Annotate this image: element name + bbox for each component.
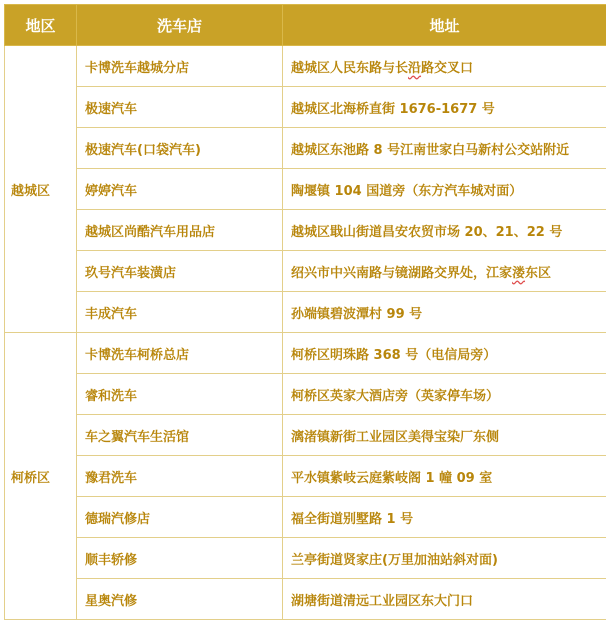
address-text: 越城区戢山街道昌安农贸市场 20、21、22 号 bbox=[291, 225, 562, 240]
table-row bbox=[5, 292, 606, 333]
address-text: 越城区人民东路与长 bbox=[291, 61, 408, 76]
address-text: 福全街道别墅路 1 号 bbox=[291, 512, 413, 527]
shop-cell: 极速汽车(口袋汽车) bbox=[77, 128, 283, 169]
shop-cell: 极速汽车 bbox=[77, 87, 283, 128]
shop-cell: 车之翼汽车生活馆 bbox=[77, 415, 283, 456]
address-text: 平水镇紫岐云庭紫岐阁 1 幢 09 室 bbox=[291, 471, 492, 486]
table-row bbox=[5, 456, 606, 497]
address-cell bbox=[283, 579, 606, 620]
table-row bbox=[5, 415, 606, 456]
table-row bbox=[5, 210, 606, 251]
shop-cell: 星奥汽修 bbox=[77, 579, 283, 620]
address-text-rest: 路交叉口 bbox=[421, 61, 473, 76]
table-row bbox=[5, 128, 606, 169]
region-cell: 柯桥区 bbox=[5, 333, 77, 620]
address-text: 漓渚镇新街工业园区美得宝染厂东侧 bbox=[291, 430, 499, 445]
shop-cell: 豫君洗车 bbox=[77, 456, 283, 497]
table-row bbox=[5, 374, 606, 415]
table-row bbox=[5, 579, 606, 620]
address-cell bbox=[283, 497, 606, 538]
address-text: 兰亭街道贤家庄(万里加油站斜对面) bbox=[291, 553, 498, 568]
address-cell bbox=[283, 87, 606, 128]
shop-cell: 睿和洗车 bbox=[77, 374, 283, 415]
header-row bbox=[5, 5, 606, 46]
table-row bbox=[5, 333, 606, 374]
header-shop: 洗车店 bbox=[77, 5, 283, 46]
address-cell bbox=[283, 456, 606, 497]
address-cell bbox=[283, 251, 606, 292]
shop-cell: 玖号汽车装潢店 bbox=[77, 251, 283, 292]
address-cell bbox=[283, 128, 606, 169]
address-text: 绍兴市中兴南路与镜湖路交界处，江家 bbox=[291, 266, 512, 281]
address-text: 柯桥区明珠路 368 号（电信局旁） bbox=[291, 348, 496, 363]
address-cell bbox=[283, 374, 606, 415]
shop-cell: 卡博洗车越城分店 bbox=[77, 46, 283, 87]
table-row bbox=[5, 46, 606, 87]
address-cell bbox=[283, 292, 606, 333]
shop-cell: 越城区尚酷汽车用品店 bbox=[77, 210, 283, 251]
address-text: 越城区北海桥直街 1676-1677 号 bbox=[291, 102, 495, 117]
table-row bbox=[5, 251, 606, 292]
address-cell bbox=[283, 46, 606, 87]
address-text: 孙端镇碧波潭村 99 号 bbox=[291, 307, 422, 322]
table-row bbox=[5, 497, 606, 538]
address-cell bbox=[283, 538, 606, 579]
shop-cell: 卡博洗车柯桥总店 bbox=[77, 333, 283, 374]
address-marked-char: 沿 bbox=[408, 61, 421, 76]
shop-cell: 婷婷汽车 bbox=[77, 169, 283, 210]
address-text-rest: 东区 bbox=[525, 266, 551, 281]
table-row bbox=[5, 538, 606, 579]
car-wash-table bbox=[4, 4, 606, 620]
address-text: 越城区东池路 8 号江南世家白马新村公交站附近 bbox=[291, 143, 569, 158]
address-cell bbox=[283, 169, 606, 210]
shop-cell: 德瑞汽修店 bbox=[77, 497, 283, 538]
address-text: 柯桥区英家大酒店旁（英家停车场） bbox=[291, 389, 499, 404]
table-row bbox=[5, 87, 606, 128]
region-cell: 越城区 bbox=[5, 46, 77, 333]
shop-cell: 丰成汽车 bbox=[77, 292, 283, 333]
address-text: 陶堰镇 104 国道旁（东方汽车城对面） bbox=[291, 184, 522, 199]
table-row bbox=[5, 169, 606, 210]
shop-cell: 顺丰轿修 bbox=[77, 538, 283, 579]
header-region: 地区 bbox=[5, 5, 77, 46]
header-address: 地址 bbox=[283, 5, 606, 46]
address-cell bbox=[283, 210, 606, 251]
address-cell bbox=[283, 415, 606, 456]
address-marked-char: 溇 bbox=[512, 266, 525, 281]
address-text: 湖塘街道清远工业园区东大门口 bbox=[291, 594, 473, 609]
address-cell bbox=[283, 333, 606, 374]
table-body bbox=[5, 46, 606, 620]
